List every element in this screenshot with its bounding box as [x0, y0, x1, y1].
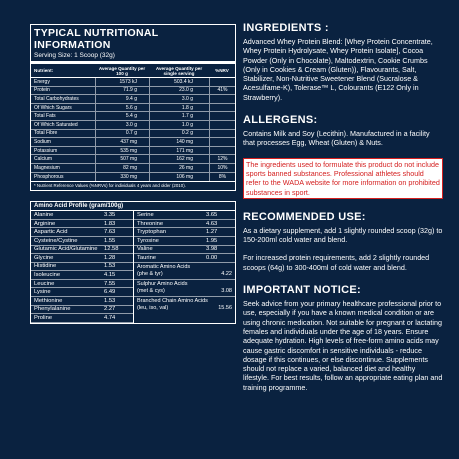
amino-row: [134, 228, 235, 237]
nutrition-header: [31, 64, 235, 78]
nutrition-row: [31, 78, 235, 87]
amino-value: 1.53: [104, 263, 116, 270]
amino-name: Isoleucine: [34, 272, 61, 279]
value-per-serving: 23.0 g: [149, 87, 209, 95]
amino-row: [134, 237, 235, 246]
aromatic-sub: (phe & tyr): [137, 271, 163, 278]
amino-value: 4.74: [104, 315, 116, 322]
amino-value: 0.00: [206, 254, 218, 261]
amino-name: Histidine: [34, 263, 57, 270]
nutrition-row: [31, 112, 235, 121]
amino-row: [31, 288, 133, 297]
nutrient-name: Total Fats: [34, 113, 56, 120]
amino-table: [30, 201, 236, 324]
amino-name: Methionine: [34, 297, 63, 304]
nutrient-name: Energy: [34, 78, 50, 85]
amino-name: Valine: [137, 246, 153, 253]
sulphur-label: Sulphur Amino Acids: [137, 280, 188, 287]
recommended-heading: RECOMMENDED USE:: [243, 210, 366, 223]
sulphur-value: 3.08: [221, 288, 232, 295]
amino-row: [31, 220, 133, 229]
amino-row: [134, 211, 235, 220]
amino-row: [31, 280, 133, 289]
value-per-serving: 1.8 g: [149, 104, 209, 112]
amino-row: [31, 237, 133, 246]
amino-name: Lysine: [34, 289, 51, 296]
nutrition-row: [31, 104, 235, 113]
header-per100: Average Quantity per 100 g: [98, 65, 146, 76]
wada-warning: The ingredients used to formulate this product do not include sports banned substances. Professional athletes should refer to the WADA website for more information on prohibited substances in sport.: [243, 158, 443, 199]
amino-row: [134, 220, 235, 229]
amino-value: 2.27: [104, 306, 116, 313]
value-per100: 437 mg: [95, 138, 149, 146]
nutrition-row: [31, 87, 235, 96]
left-column: [30, 24, 236, 324]
notice-section: [243, 284, 443, 392]
bcaa-row: [134, 305, 235, 313]
nutrient-name: Phosphorous: [34, 173, 64, 180]
amino-row: [134, 254, 235, 263]
nutrition-row: [31, 138, 235, 147]
aromatic-label: Aromatic Amino Acids: [137, 263, 191, 270]
amino-value: 12.58: [104, 246, 119, 253]
amino-value: 1.28: [104, 254, 116, 261]
amino-name: Arginine: [34, 220, 56, 227]
amino-left-column: [31, 211, 133, 323]
value-per-serving: 162 mg: [149, 155, 209, 163]
value-per100: 535 mg: [95, 147, 149, 155]
recommended-text-1: As a dietary supplement, add 1 slightly rounded scoop (32g) to 150-200ml cold water and blend.: [243, 225, 443, 245]
amino-value: 7.63: [104, 229, 116, 236]
amino-value: 7.55: [104, 280, 116, 287]
amino-name: Taurine: [137, 254, 157, 261]
amino-value: 1.55: [104, 237, 116, 244]
value-per100: 0.7 g: [95, 130, 149, 138]
value-nrv: [209, 112, 235, 120]
value-per-serving: 106 mg: [149, 173, 209, 182]
amino-value: 1.27: [206, 229, 218, 236]
nutrition-row: [31, 173, 235, 182]
value-nrv: [209, 95, 235, 103]
amino-row: [31, 254, 133, 263]
header-per-serving: Average Quantity per single serving: [155, 65, 203, 76]
value-nrv: [209, 130, 235, 138]
nutrition-row: [31, 147, 235, 156]
amino-name: Tryptophan: [137, 229, 167, 236]
value-per-serving: 140 mg: [149, 138, 209, 146]
ingredients-text: Advanced Whey Protein Blend: [Whey Protein Concentrate, Whey Protein Hydrolysate, Whey Protein Isolate], Cocoa Powder (Only in Chocolate), Maltodextrin, Cookie Crumbs (Only in Cookies & Cream (Gluten)), Flavourants, Salt, Stabilizer, Non-Nutritive Sweetener Blend (Sucralose & Acesulfame-K), Tolerase™ L, Colourants (E122 Only in Strawberry).: [243, 37, 433, 102]
nutrient-name: Potassium: [34, 147, 58, 154]
sulphur-row: [134, 288, 235, 297]
header-nrv: %NRV: [215, 68, 229, 73]
amino-row: [31, 228, 133, 237]
value-per100: 82 mg: [95, 164, 149, 172]
amino-value: 3.35: [104, 211, 116, 218]
value-per-serving: 3.0 g: [149, 95, 209, 103]
amino-row: [31, 314, 133, 323]
nutrition-row: [31, 164, 235, 173]
recommended-section: [243, 211, 443, 272]
amino-name: Aspartic Acid: [34, 229, 68, 236]
nutrient-name: Total Fibre: [34, 130, 58, 137]
value-nrv: 10%: [209, 164, 235, 172]
amino-value: 3.65: [206, 211, 218, 218]
aromatic-row: [134, 271, 235, 280]
amino-name: Threonine: [137, 220, 164, 227]
nutrition-rows: [31, 78, 235, 181]
recommended-text-2: For increased protein requirements, add 2 slightly rounded scoops (64g) to 300-400ml of cold water and blend.: [243, 253, 430, 272]
value-nrv: [209, 78, 235, 86]
nutrient-name: Magnesium: [34, 164, 60, 171]
nutrient-name: Total Carbohydrates: [34, 95, 79, 102]
allergens-section: [243, 114, 443, 199]
nutrition-row: [31, 121, 235, 130]
bcaa-sub: (leu, iso, val): [137, 305, 169, 312]
amino-name: Proline: [34, 315, 53, 322]
nutrition-title: TYPICAL NUTRITIONAL INFORMATION: [34, 27, 159, 51]
nutrient-name: Sodium: [34, 138, 51, 145]
value-per100: 330 mg: [95, 173, 149, 182]
amino-value: 1.83: [104, 220, 116, 227]
amino-title: Amino Acid Profile (gram/100g): [31, 202, 235, 211]
value-per100: 507 mg: [95, 155, 149, 163]
notice-text: Seek advice from your primary healthcare professional prior to use, especially if you have a known medical condition or are using chronic medication. Not suitable for pregnant or lactating females and individuals under the age of 18 years. Ensure adequate hydration. High levels of free-form amino acids may cause gastric discomfort in sensitive individuals - reduce dosage if this continues, or else discontinue. Supplements should not replace a varied, balanced diet and healthy lifestyle. For best results, follow an appropriate eating plan and training programme.: [243, 299, 443, 392]
ingredients-heading: INGREDIENTS :: [243, 22, 329, 34]
amino-row: [31, 306, 133, 315]
amino-row: [31, 246, 133, 255]
allergens-text: Contains Milk and Soy (Lecithin). Manufactured in a facility that processes Egg, Wheat (Gluten) & Nuts.: [243, 129, 430, 148]
value-per-serving: 503.4 kJ: [149, 78, 209, 86]
value-nrv: [209, 147, 235, 155]
amino-row: [31, 211, 133, 220]
nutrient-name: Of Which Sugars: [34, 104, 72, 111]
ingredients-section: [243, 22, 443, 102]
amino-name: Glycine: [34, 254, 54, 261]
amino-name: Phenylalanine: [34, 306, 71, 313]
serving-size: Serving Size: 1 Scoop (32g): [31, 51, 235, 64]
nutrient-name: Protein: [34, 87, 50, 94]
amino-name: Alanine: [34, 211, 54, 218]
amino-row: [31, 263, 133, 272]
amino-value: 6.49: [104, 289, 116, 296]
bcaa-value: 15.56: [218, 305, 232, 312]
amino-name: Serine: [137, 211, 154, 218]
amino-name: Leucine: [34, 280, 55, 287]
allergens-heading: ALLERGENS:: [243, 114, 318, 127]
value-nrv: [209, 121, 235, 129]
aromatic-value: 4.22: [221, 271, 232, 278]
amino-value: 1.95: [206, 237, 218, 244]
value-per-serving: 26 mg: [149, 164, 209, 172]
amino-name: Tyrosine: [137, 237, 159, 244]
value-per-serving: 1.7 g: [149, 112, 209, 120]
right-column: [243, 22, 443, 392]
nutrition-row: [31, 130, 235, 139]
value-per100: 5.4 g: [95, 112, 149, 120]
value-per-serving: 0.2 g: [149, 130, 209, 138]
amino-name: Cysteine/Cystine: [34, 237, 78, 244]
amino-right-column: [133, 211, 235, 323]
value-per-serving: 1.0 g: [149, 121, 209, 129]
value-nrv: 8%: [209, 173, 235, 182]
notice-heading: IMPORTANT NOTICE:: [243, 284, 361, 297]
amino-row: [134, 246, 235, 255]
value-per-serving: 171 mg: [149, 147, 209, 155]
amino-value: 1.53: [104, 297, 116, 304]
amino-name: Glutamic Acid/Glutamine: [34, 246, 98, 253]
header-nutrient: Nutrient:: [34, 68, 54, 73]
nutrient-name: Of Which Saturated: [34, 121, 78, 128]
nutrition-row: [31, 95, 235, 104]
nutrient-name: Calcium: [34, 156, 53, 163]
value-nrv: 12%: [209, 155, 235, 163]
nrv-note: * Nutrient Reference Values (%NRVs) for individuals 4 years and older (2010).: [31, 181, 235, 190]
amino-value: 4.63: [206, 220, 218, 227]
value-per100: 3.0 g: [95, 121, 149, 129]
amino-row: [31, 271, 133, 280]
value-per100: 1573 kJ: [95, 78, 149, 86]
nutrition-table: [30, 24, 236, 191]
bcaa-label: Branched Chain Amino Acids: [137, 297, 208, 304]
value-per100: 5.6 g: [95, 104, 149, 112]
amino-value: 4.15: [104, 272, 116, 279]
value-nrv: 41%: [209, 87, 235, 95]
amino-row: [31, 297, 133, 306]
value-per100: 71.9 g: [95, 87, 149, 95]
value-nrv: [209, 104, 235, 112]
value-nrv: [209, 138, 235, 146]
value-per100: 9.4 g: [95, 95, 149, 103]
nutrition-row: [31, 155, 235, 164]
sulphur-sub: (met & cys): [137, 288, 165, 295]
amino-value: 3.98: [206, 246, 218, 253]
